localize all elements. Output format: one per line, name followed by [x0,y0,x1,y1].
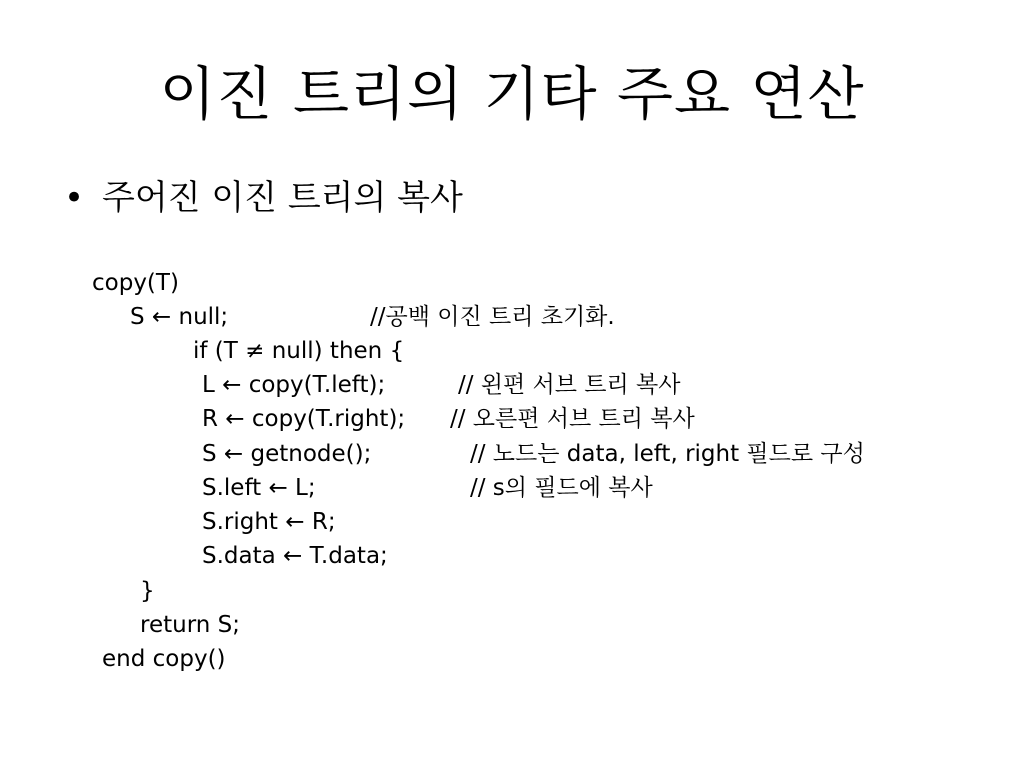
slide-title: 이진 트리의 기타 주요 연산 [159,60,865,128]
code-line-left: L ← copy(T.left); [202,372,386,398]
code-line-sleft: S.left ← L; [202,475,316,501]
code-line-sdata: S.data ← T.data; [202,543,388,569]
code-comment-getnode: // 노드는 data, left, right 필드로 구성 [470,441,865,467]
code-comment-sleft: // s의 필드에 복사 [470,475,653,501]
code-line-end: end copy() [102,646,226,672]
code-comment-init: //공백 이진 트리 초기화. [370,304,615,330]
bullet-marker: • [64,178,85,218]
bullet-text: 주어진 이진 트리의 복사 [102,178,463,218]
code-line-close-brace: } [140,578,155,604]
code-comment-right: // 오른편 서브 트리 복사 [450,406,695,432]
code-header: copy(T) [92,270,179,296]
code-line-getnode: S ← getnode(); [202,441,372,467]
code-comment-left: // 왼편 서브 트리 복사 [458,372,681,398]
code-line-if: if (T ≠ null) then { [193,338,405,364]
code-line-right: R ← copy(T.right); [202,406,406,432]
code-line-return: return S; [140,612,240,638]
code-line-sright: S.right ← R; [202,509,336,535]
code-line-init: S ← null; [130,304,229,330]
bullet-item [64,174,463,222]
